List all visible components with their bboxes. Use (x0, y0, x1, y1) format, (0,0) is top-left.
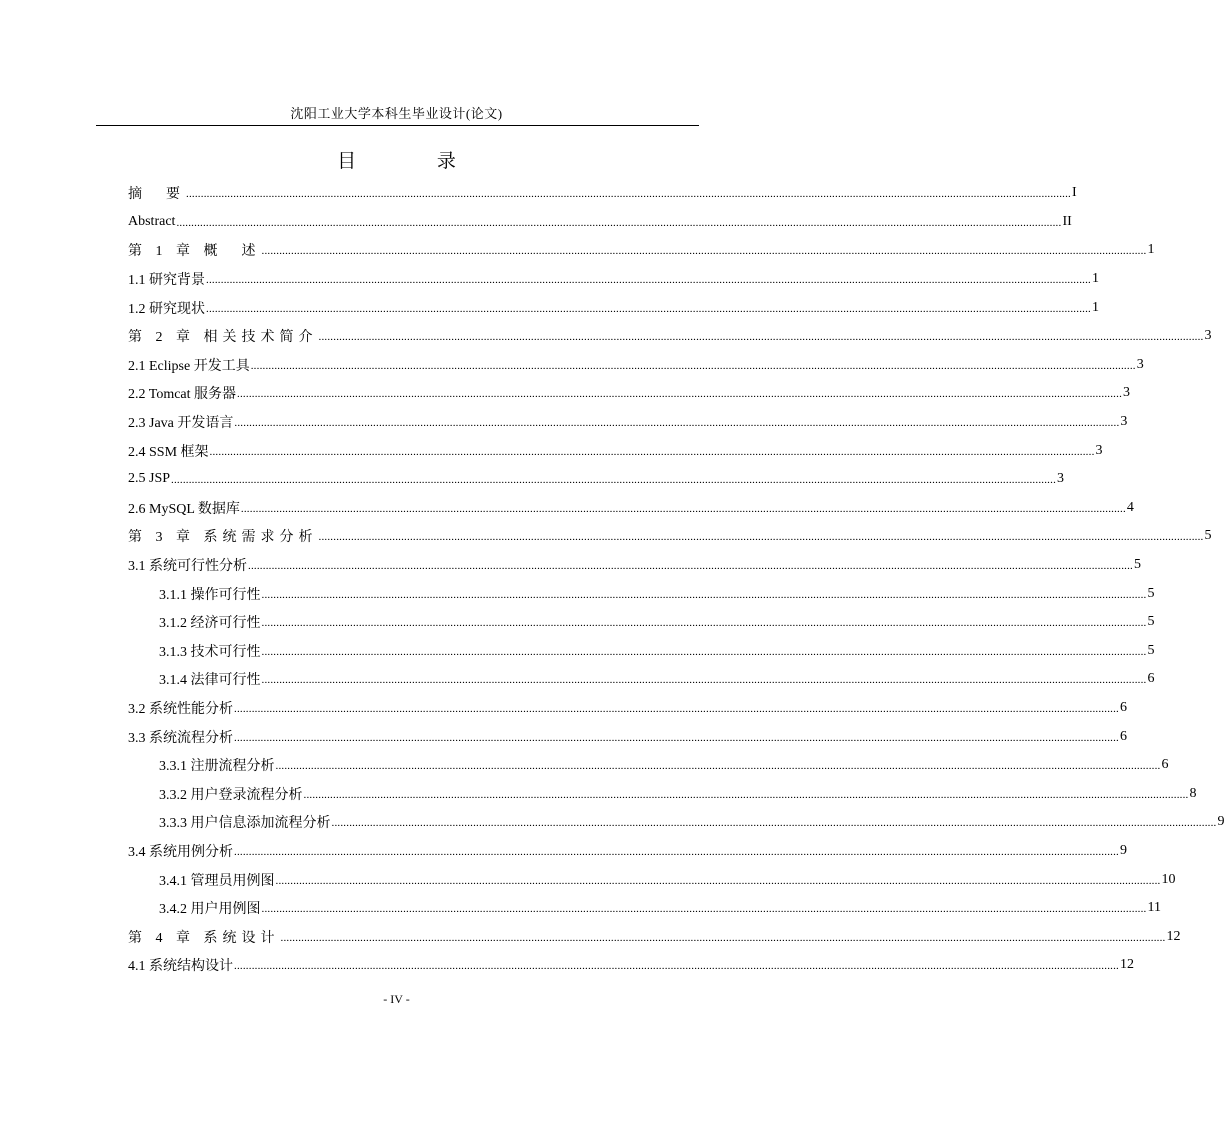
toc-entry-page: 3 (1136, 356, 1144, 372)
toc-entry[interactable] (128, 179, 1077, 208)
toc-dot-leader: ............................................................................................................................................................................................................................................................................................................ (209, 445, 1095, 458)
toc-entry-label: 2.3 Java 开发语言 (128, 416, 234, 432)
toc-entry[interactable] (128, 293, 1099, 322)
toc-entry-page: II (1062, 213, 1072, 229)
toc-entry[interactable] (128, 722, 1127, 751)
toc-entry[interactable] (128, 694, 1127, 723)
toc-entry-page: 3 (1123, 385, 1131, 401)
toc-entry-page: 3 (1120, 414, 1128, 430)
toc-dot-leader: ............................................................................................................................................................................................................................................................................................................ (171, 474, 1057, 487)
toc-entry-page: 6 (1147, 671, 1155, 687)
toc-entry-page: 5 (1147, 642, 1155, 658)
toc-entry-label: 1.2 研究现状 (128, 301, 205, 317)
toc-entry-label: Abstract (128, 213, 176, 229)
toc-entry[interactable] (128, 322, 1212, 351)
toc-dot-leader: ............................................................................................................................................................................................................................................................................................................ (275, 760, 1161, 773)
toc-entry-label: 第 2 章 相关技术简介 (128, 330, 318, 346)
toc-entry[interactable] (128, 208, 1072, 237)
toc-entry-page: 1 (1092, 299, 1099, 315)
toc-dot-leader: ............................................................................................................................................................................................................................................................................................................ (275, 874, 1161, 887)
toc-dot-leader: ............................................................................................................................................................................................................................................................................................................ (248, 560, 1133, 573)
toc-entry[interactable] (128, 951, 1134, 980)
toc-entry-page: 12 (1166, 928, 1181, 944)
toc-entry-label: 3.4.1 管理员用例图 (159, 873, 275, 889)
toc-entry-page: 5 (1204, 528, 1212, 544)
toc-entry[interactable] (128, 608, 1155, 637)
toc-entry[interactable] (128, 922, 1181, 951)
toc-entry-label: 第 4 章 系统设计 (128, 930, 280, 946)
toc-dot-leader: ............................................................................................................................................................................................................................................................................................................ (234, 417, 1120, 430)
toc-entry[interactable] (128, 522, 1212, 551)
toc-dot-leader: ............................................................................................................................................................................................................................................................................................................ (261, 674, 1147, 687)
toc-entry-page: I (1072, 185, 1077, 201)
toc-dot-leader: ............................................................................................................................................................................................................................................................................................................ (240, 502, 1126, 515)
toc-entry[interactable] (128, 779, 1197, 808)
toc-entry-label: 1.1 研究背景 (128, 273, 205, 289)
toc-dot-leader: ............................................................................................................................................................................................................................................................................................................ (176, 216, 1062, 229)
toc-entry[interactable] (128, 894, 1161, 923)
running-header: 沈阳工业大学本科生毕业设计(论文) (290, 106, 503, 121)
toc-entry-page: 12 (1120, 957, 1134, 973)
toc-entry-label: 摘 要 (128, 187, 185, 203)
toc-entry[interactable] (128, 751, 1169, 780)
toc-entry-page: 5 (1134, 557, 1141, 573)
toc-entry[interactable] (128, 837, 1127, 866)
toc-dot-leader: ............................................................................................................................................................................................................................................................................................................ (261, 903, 1147, 916)
toc-entry-page: 5 (1147, 585, 1155, 601)
toc-dot-leader: ............................................................................................................................................................................................................................................................................................................ (331, 817, 1217, 830)
toc-title: 目 录 (337, 151, 494, 172)
toc-entry-page: 5 (1147, 614, 1155, 630)
toc-dot-leader: ............................................................................................................................................................................................................................................................................................................ (318, 531, 1204, 544)
toc-entry-label: 3.4.2 用户用例图 (159, 902, 261, 918)
toc-entry-page: 1 (1147, 242, 1155, 258)
toc-entry-page: 6 (1120, 728, 1127, 744)
toc-dot-leader: ............................................................................................................................................................................................................................................................................................................ (303, 788, 1189, 801)
toc-entry-label: 3.1.1 操作可行性 (159, 587, 261, 603)
toc-entry-page: 3 (1057, 471, 1065, 487)
toc-entry-label: 3.3.3 用户信息添加流程分析 (159, 816, 331, 832)
toc-entry-page: 3 (1095, 442, 1103, 458)
toc-dot-leader: ............................................................................................................................................................................................................................................................................................................ (318, 331, 1204, 344)
toc-entry-page: 8 (1189, 785, 1197, 801)
toc-dot-leader: ............................................................................................................................................................................................................................................................................................................ (250, 359, 1136, 372)
toc-entry[interactable] (128, 351, 1144, 380)
toc-dot-leader: ............................................................................................................................................................................................................................................................................................................ (234, 960, 1119, 973)
toc-dot-leader: ............................................................................................................................................................................................................................................................................................................ (261, 617, 1147, 630)
toc-dot-leader: ............................................................................................................................................................................................................................................................................................................ (234, 845, 1119, 858)
toc-entry-label: 2.4 SSM 框架 (128, 444, 209, 460)
toc-entry[interactable] (128, 808, 1225, 837)
toc-entry-page: 1 (1092, 271, 1099, 287)
toc-dot-leader: ............................................................................................................................................................................................................................................................................................................ (261, 645, 1147, 658)
toc-dot-leader: ............................................................................................................................................................................................................................................................................................................ (280, 931, 1166, 944)
toc-entry[interactable] (128, 637, 1155, 666)
header-rule (96, 125, 699, 126)
toc-dot-leader: ............................................................................................................................................................................................................................................................................................................ (237, 388, 1123, 401)
toc-entry-label: 2.5 JSP (128, 471, 171, 487)
toc-entry-label: 第 3 章 系统需求分析 (128, 530, 318, 546)
toc-entry-label: 3.3.1 注册流程分析 (159, 759, 275, 775)
toc-entry[interactable] (128, 665, 1155, 694)
toc-entry[interactable] (128, 408, 1128, 437)
toc-entry-label: 3.3.2 用户登录流程分析 (159, 787, 303, 803)
toc-entry-page: 6 (1161, 757, 1169, 773)
toc-entry-page: 4 (1126, 499, 1134, 515)
toc-entry[interactable] (128, 465, 1065, 494)
toc-entry-label: 3.2 系统性能分析 (128, 701, 233, 717)
toc-entry-page: 3 (1204, 328, 1212, 344)
toc-dot-leader: ............................................................................................................................................................................................................................................................................................................ (261, 588, 1147, 601)
toc-entry-page: 9 (1120, 842, 1127, 858)
page-number: - IV - (383, 992, 410, 1006)
toc-dot-leader: ............................................................................................................................................................................................................................................................................................................ (186, 188, 1071, 201)
toc-entry-label: 3.3 系统流程分析 (128, 730, 233, 746)
toc-entry-page: 6 (1120, 699, 1127, 715)
toc-entry[interactable] (128, 436, 1103, 465)
toc-entry-label: 2.1 Eclipse 开发工具 (128, 358, 250, 374)
toc-entry[interactable] (128, 865, 1176, 894)
toc-entry[interactable] (128, 494, 1134, 523)
toc-entry-label: 3.1 系统可行性分析 (128, 559, 247, 575)
toc-entry[interactable] (128, 236, 1155, 265)
table-of-contents (128, 179, 1225, 980)
toc-entry-page: 10 (1161, 871, 1176, 887)
toc-entry-label: 2.6 MySQL 数据库 (128, 501, 240, 517)
toc-dot-leader: ............................................................................................................................................................................................................................................................................................................ (206, 302, 1091, 315)
toc-dot-leader: ............................................................................................................................................................................................................................................................................................................ (206, 274, 1091, 287)
toc-entry-label: 4.1 系统结构设计 (128, 959, 233, 975)
toc-entry[interactable] (128, 265, 1099, 294)
toc-dot-leader: ............................................................................................................................................................................................................................................................................................................ (234, 702, 1119, 715)
toc-entry-label: 3.4 系统用例分析 (128, 844, 233, 860)
toc-entry[interactable] (128, 579, 1155, 608)
toc-entry-page: 9 (1217, 814, 1225, 830)
toc-entry-label: 2.2 Tomcat 服务器 (128, 387, 237, 403)
toc-entry-label: 第 1 章 概 述 (128, 244, 261, 260)
toc-entry-label: 3.1.4 法律可行性 (159, 673, 261, 689)
toc-dot-leader: ............................................................................................................................................................................................................................................................................................................ (234, 731, 1119, 744)
toc-entry-label: 3.1.3 技术可行性 (159, 644, 261, 660)
toc-dot-leader: ............................................................................................................................................................................................................................................................................................................ (261, 245, 1147, 258)
toc-entry-label: 3.1.2 经济可行性 (159, 616, 261, 632)
toc-entry-page: 11 (1147, 900, 1161, 916)
toc-entry[interactable] (128, 551, 1141, 580)
toc-entry[interactable] (128, 379, 1131, 408)
